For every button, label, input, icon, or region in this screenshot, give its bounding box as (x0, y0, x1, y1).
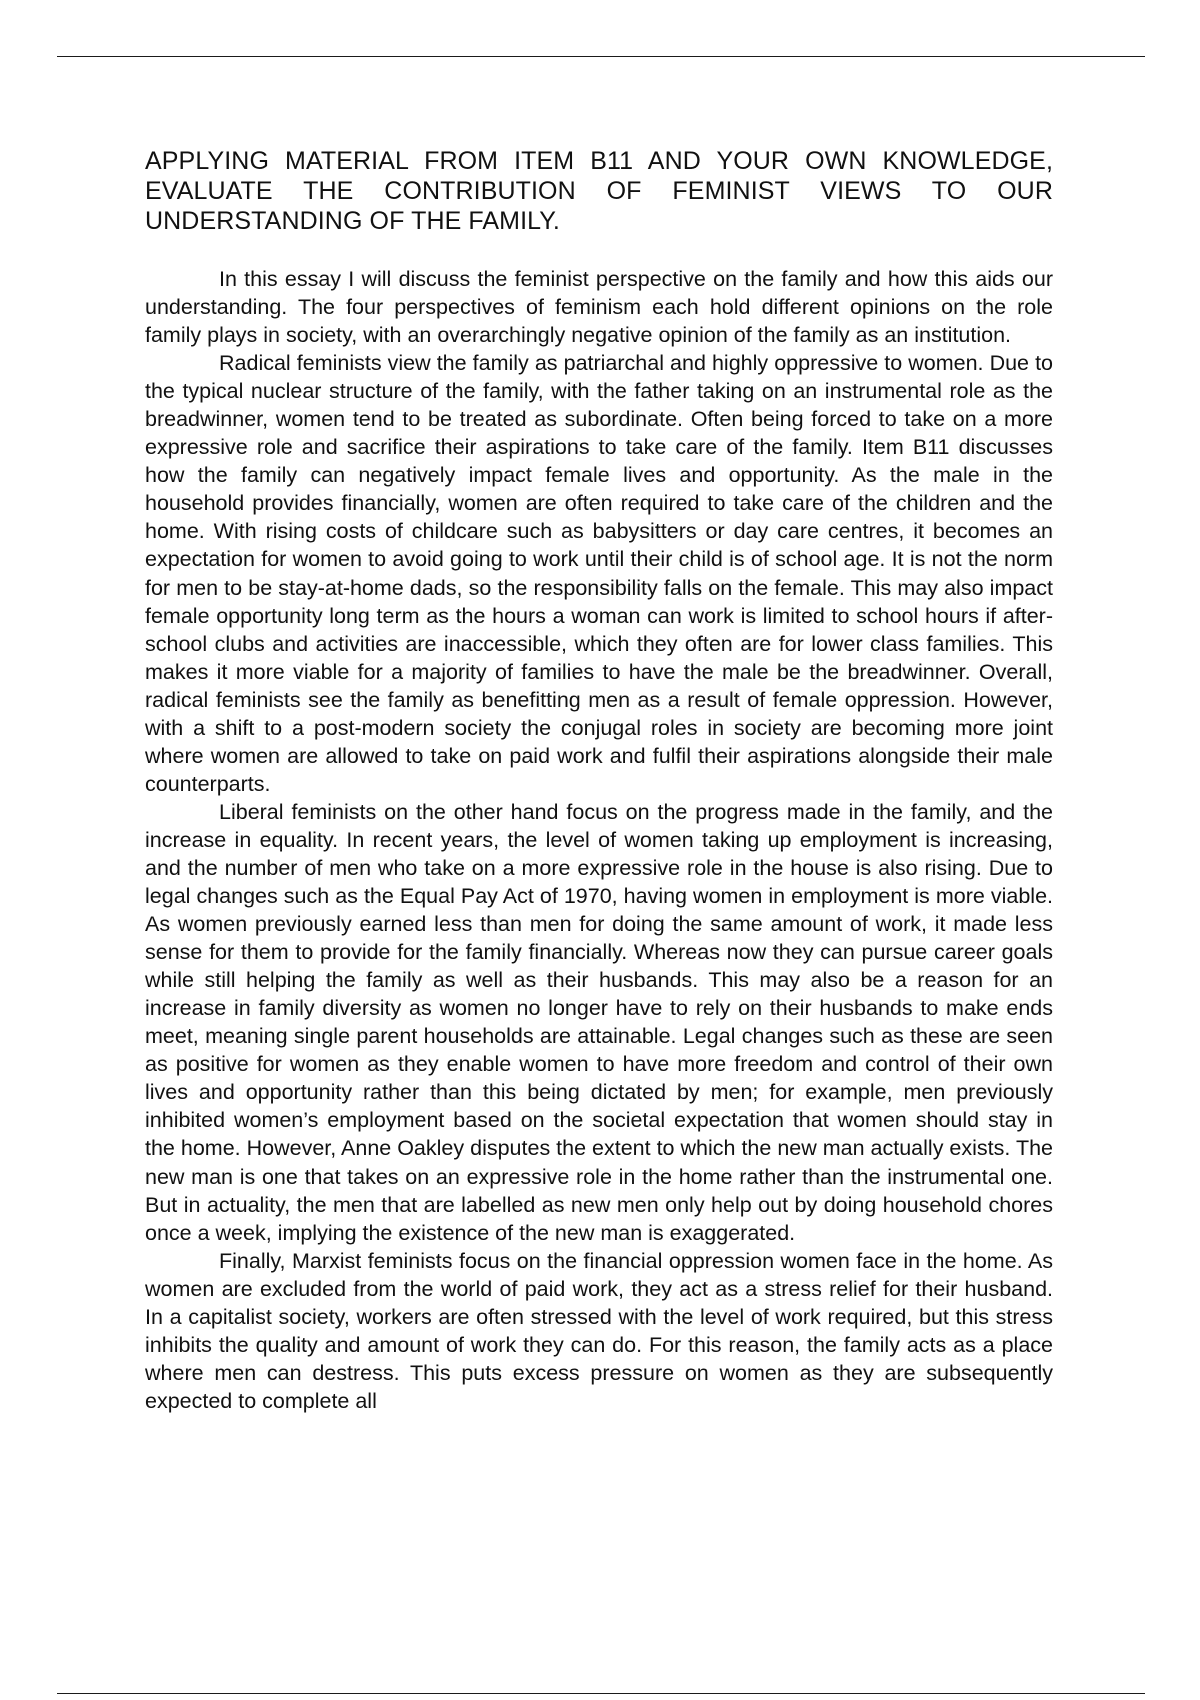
essay-body (145, 265, 1053, 1415)
paragraph-marxist-feminists: Finally, Marxist feminists focus on the financial oppression women face in the home. As women are excluded from the world of paid work, they act as a stress relief for their husband. In a capitalist society, workers are often stressed with the level of work required, but this stress inhibits the quality and amount of work they can do. For this reason, the family acts as a place where men can destress. This puts excess pressure on women as they are subsequently expected to complete all (145, 1248, 1053, 1413)
document-page (145, 146, 1053, 1415)
paragraph-liberal-feminists: Liberal feminists on the other hand focus on the progress made in the family, and the increase in equality. In recent years, the level of women taking up employment is increasing, and the number of men who take on a more expressive role in the house is also rising. Due to legal changes such as the Equal Pay Act of 1970, having women in employment is more viable. As women previously earned less than men for doing the same amount of work, it made less sense for them to provide for the family financially. Whereas now they can pursue career goals while still helping the family as well as their husbands. This may also be a reason for an increase in family diversity as women no longer have to rely on their husbands to make ends meet, meaning single parent households are attainable. Legal changes such as these are seen as positive for women as they enable women to have more freedom and control of their own lives and opportunity rather than this being dictated by men; for example, men previously inhibited women’s employment based on the societal expectation that women should stay in the home. However, Anne Oakley disputes the extent to which the new man actually exists. The new man is one that takes on an expressive role in the home rather than the instrumental one. But in actuality, the men that are labelled as new men only help out by doing household chores once a week, implying the existence of the new man is exaggerated. (145, 799, 1053, 1245)
paragraph-introduction: In this essay I will discuss the feminist perspective on the family and how this aids our understanding. The four perspectives of feminism each hold different opinions on the role family plays in society, with an overarchingly negative opinion of the family as an institution. (145, 267, 1053, 348)
bottom-rule (57, 1693, 1145, 1694)
top-rule (57, 56, 1145, 57)
essay-question-heading: APPLYING MATERIAL FROM ITEM B11 AND YOUR OWN KNOWLEDGE, EVALUATE THE CONTRIBUTION OF FEMINIST VIEWS TO OUR UNDERSTANDING OF THE FAMILY. (145, 147, 1053, 235)
paragraph-radical-feminists: Radical feminists view the family as patriarchal and highly oppressive to women. Due to the typical nuclear structure of the family, with the father taking on an instrumental role as the breadwinner, women tend to be treated as subordinate. Often being forced to take on a more expressive role and sacrifice their aspirations to take care of the family. Item B11 discusses how the family can negatively impact female lives and opportunity. As the male in the household provides financially, women are often required to take care of the children and the home. With rising costs of childcare such as babysitters or day care centres, it becomes an expectation for women to avoid going to work until their child is of school age. It is not the norm for men to be stay-at-home dads, so the responsibility falls on the female. This may also impact female opportunity long term as the hours a woman can work is limited to school hours if after-school clubs and activities are inaccessible, which they often are for lower class families. This makes it more viable for a majority of families to have the male be the breadwinner. Overall, radical feminists see the family as benefitting men as a result of female oppression. However, with a shift to a post-modern society the conjugal roles in society are becoming more joint where women are allowed to take on paid work and fulfil their aspirations alongside their male counterparts. (145, 351, 1053, 796)
